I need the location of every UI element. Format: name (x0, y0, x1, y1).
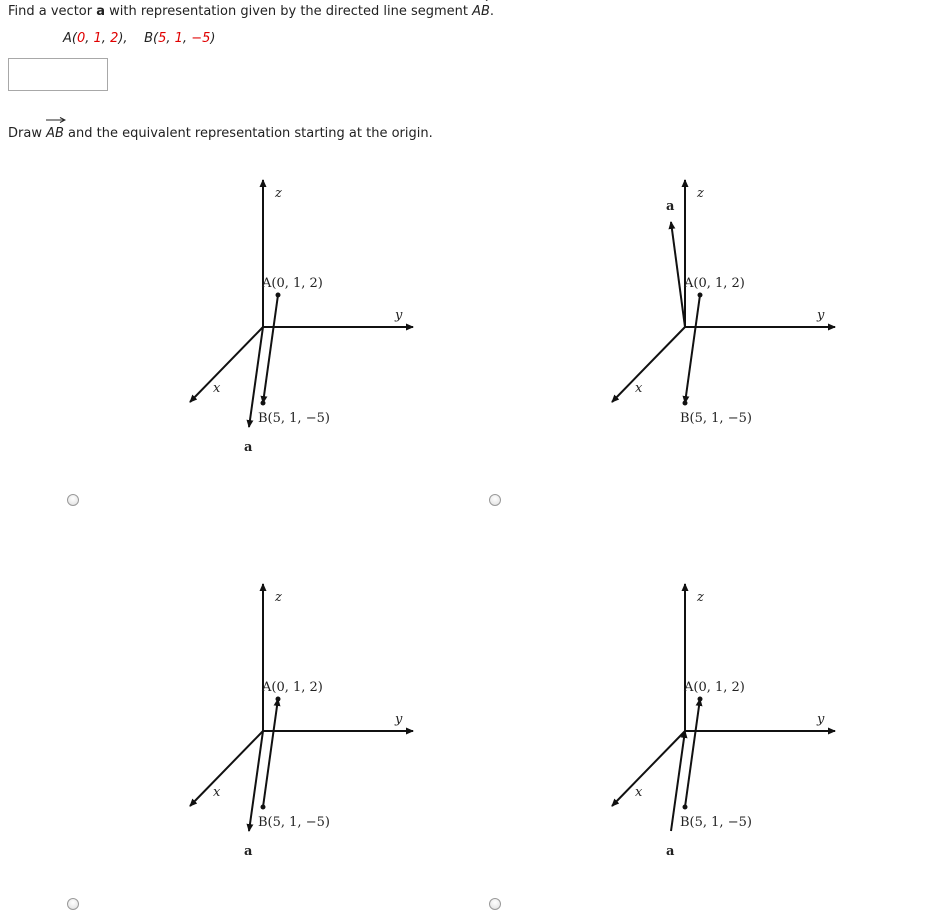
vector-ab-line (263, 295, 278, 403)
x-axis (612, 327, 685, 402)
point-a-dot (276, 293, 281, 298)
x-axis-label: x (635, 785, 643, 800)
point-a-y: 1 (93, 31, 102, 46)
point-a-z: 2 (110, 31, 119, 46)
x-axis (190, 327, 263, 402)
point-b-dot (683, 805, 688, 810)
vector-ab-line (263, 699, 278, 807)
graph-option-4 (605, 569, 865, 859)
graph-option-1 (183, 165, 443, 455)
option-1-radio[interactable] (67, 494, 79, 506)
graph-svg (183, 165, 443, 455)
point-b-open: B( (144, 31, 159, 46)
point-b-dot (261, 401, 266, 406)
point-a-dot (276, 697, 281, 702)
vector-answer-input[interactable] (8, 58, 108, 91)
point-a-close: ), (118, 31, 128, 46)
vector-arrow-icon (472, 0, 492, 1)
point-b-dot (683, 401, 688, 406)
vector-ab-line (685, 699, 700, 807)
graph-svg (605, 569, 865, 859)
z-axis-label: z (697, 590, 704, 605)
y-axis-label: y (395, 308, 403, 323)
instruction-text (8, 126, 433, 141)
point-a-dot (698, 697, 703, 702)
point-a-open: A( (63, 31, 77, 46)
point-b-x: 5 (158, 31, 167, 46)
vector-a-label: a (244, 844, 253, 859)
vector-ab-line (685, 295, 700, 403)
coord-sep: , (85, 31, 94, 46)
instruction-prefix: Draw (8, 126, 47, 141)
option-4-radio[interactable] (489, 898, 501, 910)
z-axis-label: z (697, 186, 704, 201)
segment-ab-vector (472, 4, 490, 19)
point-a-label: A(0, 1, 2) (262, 276, 323, 291)
y-axis-label: y (817, 308, 825, 323)
point-a-label: A(0, 1, 2) (684, 276, 745, 291)
instruction-suffix: and the equivalent representation starting at the origin. (63, 126, 433, 141)
y-axis-label: y (395, 712, 403, 727)
y-axis-label: y (817, 712, 825, 727)
question-prefix: Find a vector (8, 4, 97, 19)
vectors-group (249, 697, 281, 832)
graph-option-3 (183, 569, 443, 859)
question-text (8, 4, 494, 19)
x-axis (190, 731, 263, 806)
vector-a-label: a (666, 199, 675, 214)
point-b-y: 1 (174, 31, 183, 46)
z-axis-label: z (275, 186, 282, 201)
segment-ab-vector (46, 126, 64, 141)
option-2-radio[interactable] (489, 494, 501, 506)
point-b-dot (261, 805, 266, 810)
x-axis-label: x (635, 381, 643, 396)
vector-arrow-icon (46, 117, 66, 123)
vectors-group (671, 697, 703, 832)
point-a-label: A(0, 1, 2) (262, 680, 323, 695)
given-points (63, 31, 215, 46)
point-a-label: A(0, 1, 2) (684, 680, 745, 695)
z-axis-label: z (275, 590, 282, 605)
vectors-group (671, 222, 703, 406)
point-b-label: B(5, 1, −5) (258, 815, 330, 830)
graph-svg (605, 165, 865, 455)
point-b-z: −5 (191, 31, 211, 46)
vector-a-label: a (666, 844, 675, 859)
point-b-label: B(5, 1, −5) (680, 411, 752, 426)
vector-a-label: a (244, 440, 253, 455)
point-a-dot (698, 293, 703, 298)
segment-ab-label: AB (472, 4, 490, 19)
point-b-close: ) (210, 31, 216, 46)
point-a-x: 0 (76, 31, 86, 46)
x-axis-label: x (213, 381, 221, 396)
vector-a-line (671, 222, 685, 327)
question-suffix: . (489, 4, 495, 19)
vectors-group (249, 293, 281, 428)
coord-sep: , (182, 31, 192, 46)
coord-sep: , (101, 31, 111, 46)
x-axis (612, 731, 685, 806)
coord-sep: , (166, 31, 175, 46)
point-b-label: B(5, 1, −5) (258, 411, 330, 426)
option-3-radio[interactable] (67, 898, 79, 910)
segment-ab-label: AB (46, 126, 64, 141)
graph-svg (183, 569, 443, 859)
x-axis-label: x (213, 785, 221, 800)
question-middle: with representation given by the directed line segment (105, 4, 473, 19)
point-b-label: B(5, 1, −5) (680, 815, 752, 830)
graph-option-2 (605, 165, 865, 455)
vector-name: a (96, 4, 106, 19)
